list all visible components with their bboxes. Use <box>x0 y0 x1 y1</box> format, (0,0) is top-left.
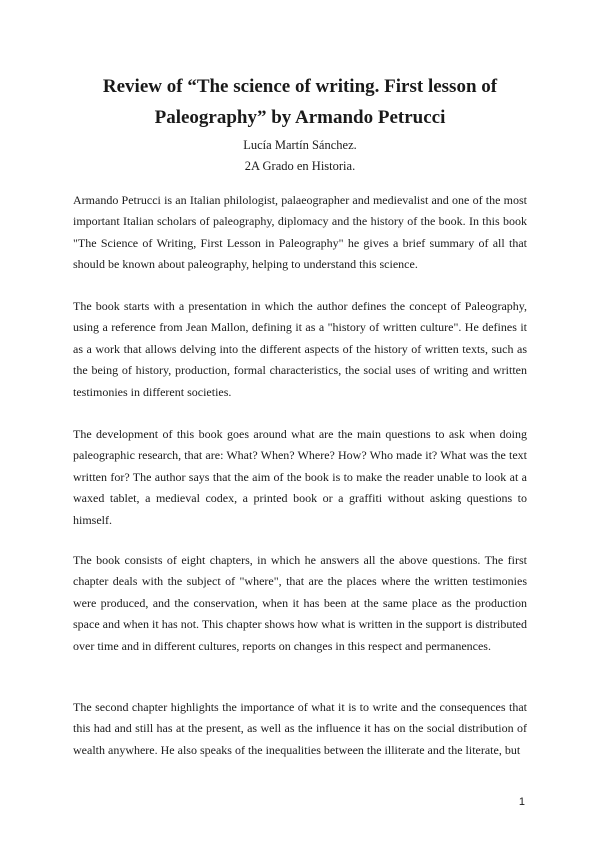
paragraph-5: The second chapter highlights the importance of what it is to write and the consequences that this had and still has at the present, as well as the influence it has on the social distribution of wealth anywhere. He also speaks of the inequalities between the illiterate and the literate, but <box>73 700 527 757</box>
author-name: Lucía Martín Sánchez. <box>243 138 357 152</box>
page-number: 1 <box>518 796 525 808</box>
paragraph-4: The book consists of eight chapters, in which he answers all the above questions. The first chapter deals with the subject of "where", that are the places where the written testimonies were produced, and the conservation, when it has been at the same place as the production space and when it has not. This chapter shows how what is written in the support is distributed over time and in different cultures, reports on changes in this respect and permanences. <box>73 553 527 653</box>
paragraph-2: The book starts with a presentation in which the author defines the concept of Paleography, using a reference from Jean Mallon, defining it as a "history of written culture". He defines it as a work that allows delving into the different aspects of the history of written texts, such as the being of history, production, formal characteristics, the social uses of writing and written testimonies in different societies. <box>73 299 527 399</box>
author-course: 2A Grado en Historia. <box>244 159 356 173</box>
document-title-line-1: Review of “The science of writing. First lesson of <box>102 76 498 97</box>
paragraph-3: The development of this book goes around what are the main questions to ask when doing paleographic research, that are: What? When? Where? How? Who made it? What was the text written for? The author says that the aim of the book is to make the reader unable to look at a waxed tablet, a medieval codex, a printed book or a graffiti without asking questions to himself. <box>73 427 527 527</box>
document-title-line-2: Paleography” by Armando Petrucci <box>154 107 446 128</box>
paragraph-1: Armando Petrucci is an Italian philologist, palaeographer and medievalist and one of the most important Italian scholars of paleography, diplomacy and the history of the book. In this book "The Science of Writing, First Lesson in Paleography" he gives a brief summary of all that should be known about paleography, helping to understand this science. <box>73 193 527 272</box>
